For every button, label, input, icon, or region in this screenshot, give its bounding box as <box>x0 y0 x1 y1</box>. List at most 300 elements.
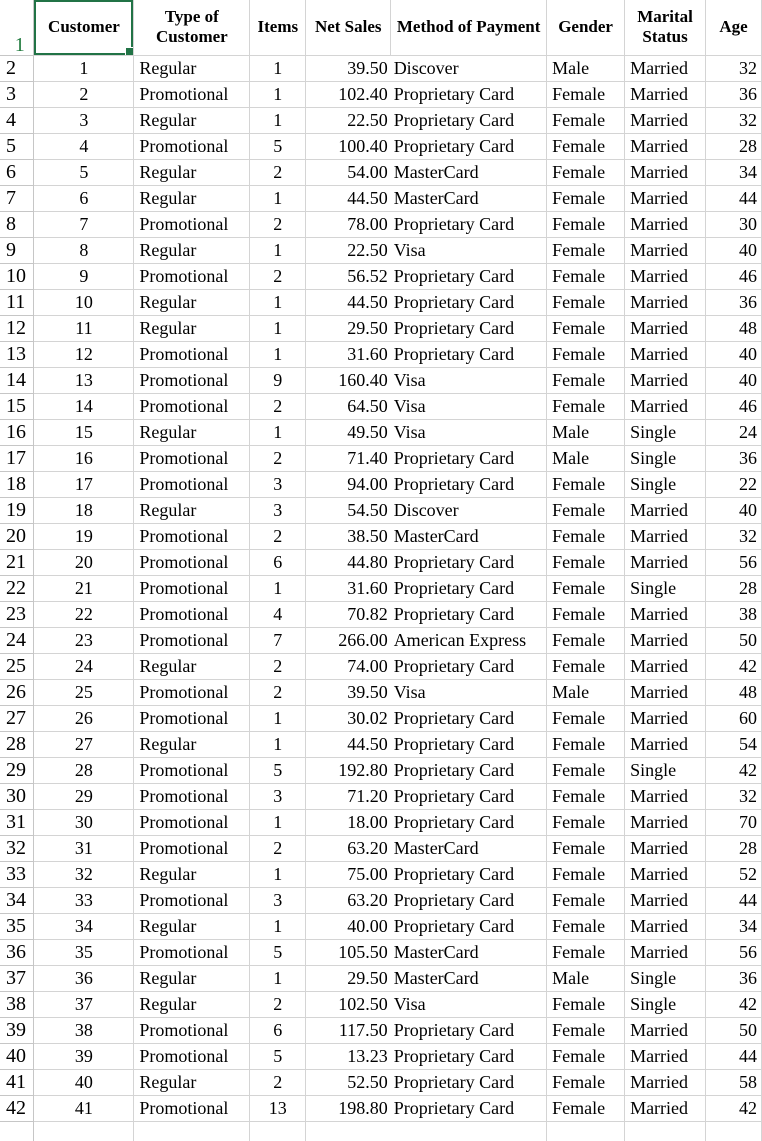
cell-age[interactable]: 70 <box>706 809 762 835</box>
cell-marital-status[interactable]: Married <box>625 913 706 939</box>
cell-type-of-customer[interactable]: Promotional <box>134 887 250 913</box>
cell-method-of-payment[interactable]: Visa <box>391 679 547 705</box>
cell-age[interactable]: 44 <box>706 1043 762 1069</box>
cell-type-of-customer[interactable]: Regular <box>134 185 250 211</box>
cell-marital-status[interactable]: Married <box>625 393 706 419</box>
cell-gender[interactable]: Female <box>547 731 625 757</box>
cell-type-of-customer[interactable]: Promotional <box>134 627 250 653</box>
cell-type-of-customer[interactable]: Regular <box>134 1069 250 1095</box>
cell-gender[interactable]: Female <box>547 1069 625 1095</box>
cell-customer[interactable]: 21 <box>34 575 134 601</box>
cell-customer[interactable]: 39 <box>34 1043 134 1069</box>
cell-items[interactable]: 3 <box>250 471 306 497</box>
cell-customer[interactable]: 7 <box>34 211 134 237</box>
cell-marital-status[interactable]: Married <box>625 263 706 289</box>
cell-type-of-customer[interactable]: Promotional <box>134 211 250 237</box>
cell-method-of-payment[interactable]: MasterCard <box>391 523 547 549</box>
cell-type-of-customer[interactable]: Promotional <box>134 1017 250 1043</box>
cell-type-of-customer[interactable]: Regular <box>134 315 250 341</box>
cell-marital-status[interactable]: Married <box>625 159 706 185</box>
cell-type-of-customer[interactable]: Regular <box>134 419 250 445</box>
row-number[interactable]: 20 <box>0 523 34 549</box>
cell-items-empty[interactable] <box>250 1121 306 1141</box>
cell-marital-status[interactable]: Married <box>625 237 706 263</box>
cell-customer[interactable]: 6 <box>34 185 134 211</box>
cell-method-of-payment[interactable]: MasterCard <box>391 159 547 185</box>
cell-gender[interactable]: Female <box>547 1017 625 1043</box>
cell-type-of-customer[interactable]: Promotional <box>134 601 250 627</box>
cell-net-sales[interactable]: 74.00 <box>306 653 391 679</box>
cell-net-sales[interactable]: 39.50 <box>306 679 391 705</box>
cell-items[interactable]: 2 <box>250 991 306 1017</box>
cell-gender[interactable]: Female <box>547 991 625 1017</box>
cell-age[interactable]: 34 <box>706 159 762 185</box>
cell-gender[interactable]: Female <box>547 185 625 211</box>
cell-gender[interactable]: Female <box>547 263 625 289</box>
cell-method-of-payment[interactable]: Visa <box>391 367 547 393</box>
cell-items[interactable]: 5 <box>250 757 306 783</box>
cell-type-of-customer[interactable]: Promotional <box>134 1043 250 1069</box>
cell-marital-status[interactable]: Married <box>625 1095 706 1121</box>
cell-type-of-customer[interactable]: Promotional <box>134 445 250 471</box>
cell-items[interactable]: 1 <box>250 289 306 315</box>
cell-age[interactable]: 40 <box>706 497 762 523</box>
cell-marital-status[interactable]: Single <box>625 991 706 1017</box>
cell-marital-status[interactable]: Married <box>625 211 706 237</box>
cell-gender[interactable]: Female <box>547 1043 625 1069</box>
cell-customer[interactable]: 10 <box>34 289 134 315</box>
cell-gender[interactable]: Female <box>547 783 625 809</box>
cell-customer[interactable]: 3 <box>34 107 134 133</box>
cell-items[interactable]: 2 <box>250 523 306 549</box>
cell-marital-status[interactable]: Married <box>625 887 706 913</box>
cell-age[interactable]: 48 <box>706 679 762 705</box>
cell-method-of-payment[interactable]: Proprietary Card <box>391 211 547 237</box>
cell-marital-status[interactable]: Married <box>625 939 706 965</box>
cell-type-of-customer[interactable]: Regular <box>134 289 250 315</box>
header-method-of-payment[interactable]: Method of Payment <box>391 0 547 55</box>
row-number[interactable]: 6 <box>0 159 34 185</box>
cell-age[interactable]: 50 <box>706 627 762 653</box>
cell-marital-status[interactable]: Married <box>625 653 706 679</box>
cell-customer[interactable]: 41 <box>34 1095 134 1121</box>
cell-items[interactable]: 2 <box>250 159 306 185</box>
cell-type-of-customer[interactable]: Regular <box>134 159 250 185</box>
cell-net-sales[interactable]: 22.50 <box>306 107 391 133</box>
cell-net-sales[interactable]: 102.40 <box>306 81 391 107</box>
cell-items[interactable]: 2 <box>250 653 306 679</box>
cell-items[interactable]: 1 <box>250 575 306 601</box>
cell-type-of-customer[interactable]: Promotional <box>134 367 250 393</box>
cell-net-sales[interactable]: 44.50 <box>306 731 391 757</box>
cell-age[interactable]: 28 <box>706 133 762 159</box>
cell-method-of-payment[interactable]: Proprietary Card <box>391 861 547 887</box>
cell-marital-status-empty[interactable] <box>625 1121 706 1141</box>
cell-type-of-customer[interactable]: Promotional <box>134 133 250 159</box>
row-number[interactable]: 8 <box>0 211 34 237</box>
cell-age[interactable]: 42 <box>706 1095 762 1121</box>
row-number[interactable]: 3 <box>0 81 34 107</box>
cell-items[interactable]: 1 <box>250 913 306 939</box>
cell-gender-empty[interactable] <box>547 1121 625 1141</box>
cell-method-of-payment[interactable]: Proprietary Card <box>391 133 547 159</box>
row-number[interactable]: 16 <box>0 419 34 445</box>
cell-method-of-payment[interactable]: Proprietary Card <box>391 341 547 367</box>
cell-gender[interactable]: Female <box>547 549 625 575</box>
row-number[interactable]: 42 <box>0 1095 34 1121</box>
cell-age[interactable]: 48 <box>706 315 762 341</box>
cell-age[interactable]: 46 <box>706 263 762 289</box>
cell-marital-status[interactable]: Married <box>625 315 706 341</box>
row-number[interactable]: 35 <box>0 913 34 939</box>
cell-marital-status[interactable]: Married <box>625 601 706 627</box>
cell-customer[interactable]: 34 <box>34 913 134 939</box>
row-number[interactable]: 15 <box>0 393 34 419</box>
cell-marital-status[interactable]: Married <box>625 289 706 315</box>
cell-marital-status[interactable]: Married <box>625 107 706 133</box>
cell-type-of-customer[interactable]: Promotional <box>134 835 250 861</box>
cell-marital-status[interactable]: Married <box>625 679 706 705</box>
row-number[interactable]: 9 <box>0 237 34 263</box>
row-number[interactable]: 23 <box>0 601 34 627</box>
cell-marital-status[interactable]: Single <box>625 445 706 471</box>
cell-method-of-payment[interactable]: Visa <box>391 991 547 1017</box>
cell-type-of-customer[interactable]: Promotional <box>134 575 250 601</box>
cell-net-sales[interactable]: 117.50 <box>306 1017 391 1043</box>
cell-marital-status[interactable]: Married <box>625 133 706 159</box>
row-number[interactable]: 33 <box>0 861 34 887</box>
cell-type-of-customer[interactable]: Regular <box>134 731 250 757</box>
cell-gender[interactable]: Female <box>547 835 625 861</box>
cell-gender[interactable]: Female <box>547 107 625 133</box>
cell-method-of-payment[interactable]: Proprietary Card <box>391 289 547 315</box>
cell-items[interactable]: 1 <box>250 705 306 731</box>
cell-method-of-payment[interactable]: Proprietary Card <box>391 315 547 341</box>
cell-age[interactable]: 30 <box>706 211 762 237</box>
cell-gender[interactable]: Male <box>547 679 625 705</box>
cell-net-sales[interactable]: 64.50 <box>306 393 391 419</box>
row-number[interactable]: 1 <box>0 0 34 55</box>
header-type-of-customer[interactable]: Type of Customer <box>134 0 250 55</box>
cell-age[interactable]: 34 <box>706 913 762 939</box>
cell-gender[interactable]: Female <box>547 315 625 341</box>
cell-gender[interactable]: Female <box>547 757 625 783</box>
cell-type-of-customer[interactable]: Promotional <box>134 471 250 497</box>
row-number[interactable]: 7 <box>0 185 34 211</box>
cell-marital-status[interactable]: Married <box>625 81 706 107</box>
cell-customer[interactable]: 1 <box>34 55 134 81</box>
cell-gender[interactable]: Female <box>547 523 625 549</box>
cell-marital-status[interactable]: Married <box>625 549 706 575</box>
cell-items[interactable]: 2 <box>250 393 306 419</box>
cell-marital-status[interactable]: Single <box>625 965 706 991</box>
cell-net-sales[interactable]: 31.60 <box>306 575 391 601</box>
cell-marital-status[interactable]: Married <box>625 731 706 757</box>
row-number[interactable]: 11 <box>0 289 34 315</box>
cell-method-of-payment[interactable]: Proprietary Card <box>391 913 547 939</box>
cell-items[interactable]: 1 <box>250 731 306 757</box>
cell-gender[interactable]: Female <box>547 341 625 367</box>
cell-net-sales[interactable]: 29.50 <box>306 965 391 991</box>
cell-net-sales[interactable]: 49.50 <box>306 419 391 445</box>
cell-method-of-payment[interactable]: Proprietary Card <box>391 731 547 757</box>
cell-type-of-customer[interactable]: Promotional <box>134 393 250 419</box>
cell-age[interactable]: 56 <box>706 939 762 965</box>
cell-gender[interactable]: Female <box>547 913 625 939</box>
cell-method-of-payment[interactable]: Proprietary Card <box>391 705 547 731</box>
cell-customer[interactable]: 38 <box>34 1017 134 1043</box>
row-number[interactable]: 18 <box>0 471 34 497</box>
cell-type-of-customer[interactable]: Promotional <box>134 679 250 705</box>
row-number[interactable]: 13 <box>0 341 34 367</box>
cell-customer[interactable]: 5 <box>34 159 134 185</box>
cell-customer[interactable]: 23 <box>34 627 134 653</box>
cell-method-of-payment[interactable]: Proprietary Card <box>391 471 547 497</box>
cell-gender[interactable]: Female <box>547 861 625 887</box>
cell-type-of-customer[interactable]: Regular <box>134 913 250 939</box>
cell-net-sales[interactable]: 198.80 <box>306 1095 391 1121</box>
cell-net-sales[interactable]: 102.50 <box>306 991 391 1017</box>
cell-gender[interactable]: Female <box>547 81 625 107</box>
cell-customer[interactable]: 36 <box>34 965 134 991</box>
cell-net-sales[interactable]: 63.20 <box>306 887 391 913</box>
cell-method-of-payment[interactable]: American Express <box>391 627 547 653</box>
cell-net-sales[interactable]: 40.00 <box>306 913 391 939</box>
cell-marital-status[interactable]: Married <box>625 1043 706 1069</box>
cell-customer[interactable]: 12 <box>34 341 134 367</box>
cell-method-of-payment[interactable]: Proprietary Card <box>391 1095 547 1121</box>
cell-age[interactable]: 32 <box>706 107 762 133</box>
row-number[interactable]: 5 <box>0 133 34 159</box>
cell-method-of-payment[interactable]: MasterCard <box>391 965 547 991</box>
cell-items[interactable]: 13 <box>250 1095 306 1121</box>
cell-type-of-customer[interactable]: Regular <box>134 861 250 887</box>
cell-type-of-customer[interactable]: Promotional <box>134 523 250 549</box>
cell-items[interactable]: 1 <box>250 55 306 81</box>
cell-type-of-customer[interactable]: Regular <box>134 107 250 133</box>
cell-method-of-payment[interactable]: Proprietary Card <box>391 1043 547 1069</box>
cell-items[interactable]: 1 <box>250 107 306 133</box>
cell-age[interactable]: 44 <box>706 887 762 913</box>
cell-age[interactable]: 42 <box>706 757 762 783</box>
row-number[interactable]: 10 <box>0 263 34 289</box>
cell-age[interactable]: 56 <box>706 549 762 575</box>
row-number[interactable]: 12 <box>0 315 34 341</box>
cell-age[interactable]: 40 <box>706 341 762 367</box>
cell-customer[interactable]: 28 <box>34 757 134 783</box>
cell-net-sales[interactable]: 54.50 <box>306 497 391 523</box>
cell-net-sales[interactable]: 70.82 <box>306 601 391 627</box>
cell-customer[interactable]: 33 <box>34 887 134 913</box>
cell-customer[interactable]: 17 <box>34 471 134 497</box>
cell-method-of-payment[interactable]: MasterCard <box>391 835 547 861</box>
row-number[interactable]: 14 <box>0 367 34 393</box>
cell-type-of-customer[interactable]: Promotional <box>134 705 250 731</box>
cell-type-of-customer[interactable]: Regular <box>134 55 250 81</box>
row-number[interactable]: 17 <box>0 445 34 471</box>
cell-net-sales[interactable]: 266.00 <box>306 627 391 653</box>
cell-age[interactable]: 52 <box>706 861 762 887</box>
cell-gender[interactable]: Female <box>547 159 625 185</box>
cell-gender[interactable]: Female <box>547 653 625 679</box>
cell-age[interactable]: 50 <box>706 1017 762 1043</box>
cell-age[interactable]: 32 <box>706 783 762 809</box>
cell-method-of-payment[interactable]: Proprietary Card <box>391 263 547 289</box>
cell-customer[interactable]: 18 <box>34 497 134 523</box>
cell-items[interactable]: 7 <box>250 627 306 653</box>
row-number[interactable]: 22 <box>0 575 34 601</box>
row-number[interactable]: 24 <box>0 627 34 653</box>
cell-marital-status[interactable]: Married <box>625 627 706 653</box>
cell-marital-status[interactable]: Married <box>625 497 706 523</box>
cell-method-of-payment[interactable]: Visa <box>391 393 547 419</box>
cell-customer[interactable]: 15 <box>34 419 134 445</box>
cell-items[interactable]: 5 <box>250 1043 306 1069</box>
row-number-empty[interactable] <box>0 1121 34 1141</box>
cell-net-sales-empty[interactable] <box>306 1121 391 1141</box>
cell-marital-status[interactable]: Married <box>625 55 706 81</box>
cell-gender[interactable]: Female <box>547 575 625 601</box>
cell-customer[interactable]: 30 <box>34 809 134 835</box>
cell-customer[interactable]: 20 <box>34 549 134 575</box>
cell-items[interactable]: 1 <box>250 237 306 263</box>
cell-age[interactable]: 36 <box>706 965 762 991</box>
cell-customer[interactable]: 31 <box>34 835 134 861</box>
cell-age[interactable]: 24 <box>706 419 762 445</box>
cell-marital-status[interactable]: Married <box>625 341 706 367</box>
cell-items[interactable]: 2 <box>250 1069 306 1095</box>
cell-gender[interactable]: Female <box>547 133 625 159</box>
cell-method-of-payment[interactable]: Proprietary Card <box>391 549 547 575</box>
cell-items[interactable]: 3 <box>250 497 306 523</box>
cell-net-sales[interactable]: 44.50 <box>306 289 391 315</box>
cell-gender[interactable]: Female <box>547 367 625 393</box>
cell-age[interactable]: 58 <box>706 1069 762 1095</box>
cell-net-sales[interactable]: 39.50 <box>306 55 391 81</box>
cell-type-of-customer[interactable]: Regular <box>134 497 250 523</box>
cell-items[interactable]: 5 <box>250 939 306 965</box>
cell-net-sales[interactable]: 160.40 <box>306 367 391 393</box>
cell-age[interactable]: 54 <box>706 731 762 757</box>
row-number[interactable]: 27 <box>0 705 34 731</box>
cell-age[interactable]: 60 <box>706 705 762 731</box>
cell-type-of-customer[interactable]: Promotional <box>134 341 250 367</box>
cell-net-sales[interactable]: 94.00 <box>306 471 391 497</box>
cell-type-of-customer[interactable]: Promotional <box>134 81 250 107</box>
cell-net-sales[interactable]: 71.40 <box>306 445 391 471</box>
cell-items[interactable]: 1 <box>250 81 306 107</box>
cell-customer[interactable]: 22 <box>34 601 134 627</box>
row-number[interactable]: 41 <box>0 1069 34 1095</box>
cell-net-sales[interactable]: 105.50 <box>306 939 391 965</box>
cell-items[interactable]: 2 <box>250 445 306 471</box>
cell-age[interactable]: 36 <box>706 289 762 315</box>
cell-net-sales[interactable]: 52.50 <box>306 1069 391 1095</box>
cell-age[interactable]: 22 <box>706 471 762 497</box>
cell-age[interactable]: 42 <box>706 991 762 1017</box>
cell-gender[interactable]: Female <box>547 471 625 497</box>
header-net-sales[interactable]: Net Sales <box>306 0 391 55</box>
cell-method-of-payment[interactable]: Discover <box>391 55 547 81</box>
cell-method-of-payment[interactable]: Discover <box>391 497 547 523</box>
cell-items[interactable]: 2 <box>250 679 306 705</box>
cell-net-sales[interactable]: 31.60 <box>306 341 391 367</box>
row-number[interactable]: 21 <box>0 549 34 575</box>
cell-gender[interactable]: Male <box>547 419 625 445</box>
cell-items[interactable]: 2 <box>250 211 306 237</box>
cell-type-of-customer[interactable]: Promotional <box>134 263 250 289</box>
cell-customer[interactable]: 9 <box>34 263 134 289</box>
cell-net-sales[interactable]: 22.50 <box>306 237 391 263</box>
cell-items[interactable]: 2 <box>250 835 306 861</box>
cell-type-of-customer[interactable]: Promotional <box>134 549 250 575</box>
cell-customer[interactable]: 26 <box>34 705 134 731</box>
cell-type-of-customer[interactable]: Promotional <box>134 809 250 835</box>
row-number[interactable]: 28 <box>0 731 34 757</box>
cell-customer[interactable]: 16 <box>34 445 134 471</box>
cell-customer[interactable]: 8 <box>34 237 134 263</box>
cell-age[interactable]: 36 <box>706 445 762 471</box>
cell-method-of-payment[interactable]: MasterCard <box>391 185 547 211</box>
header-items[interactable]: Items <box>250 0 306 55</box>
cell-customer[interactable]: 4 <box>34 133 134 159</box>
cell-gender[interactable]: Female <box>547 211 625 237</box>
cell-items[interactable]: 3 <box>250 887 306 913</box>
header-age[interactable]: Age <box>706 0 762 55</box>
cell-marital-status[interactable]: Married <box>625 523 706 549</box>
cell-net-sales[interactable]: 44.50 <box>306 185 391 211</box>
cell-customer[interactable]: 32 <box>34 861 134 887</box>
cell-type-of-customer[interactable]: Promotional <box>134 783 250 809</box>
cell-method-of-payment[interactable]: Visa <box>391 237 547 263</box>
cell-type-of-customer-empty[interactable] <box>134 1121 250 1141</box>
cell-gender[interactable]: Female <box>547 289 625 315</box>
cell-items[interactable]: 1 <box>250 419 306 445</box>
cell-gender[interactable]: Female <box>547 497 625 523</box>
cell-age[interactable]: 36 <box>706 81 762 107</box>
cell-customer-empty[interactable] <box>34 1121 134 1141</box>
cell-method-of-payment[interactable]: Proprietary Card <box>391 81 547 107</box>
row-number[interactable]: 2 <box>0 55 34 81</box>
cell-age[interactable]: 32 <box>706 523 762 549</box>
cell-customer[interactable]: 37 <box>34 991 134 1017</box>
cell-method-of-payment[interactable]: Proprietary Card <box>391 575 547 601</box>
cell-items[interactable]: 1 <box>250 861 306 887</box>
cell-customer[interactable]: 40 <box>34 1069 134 1095</box>
cell-net-sales[interactable]: 192.80 <box>306 757 391 783</box>
cell-items[interactable]: 1 <box>250 809 306 835</box>
cell-gender[interactable]: Female <box>547 705 625 731</box>
row-number[interactable]: 40 <box>0 1043 34 1069</box>
cell-customer[interactable]: 13 <box>34 367 134 393</box>
cell-method-of-payment[interactable]: Proprietary Card <box>391 783 547 809</box>
cell-customer[interactable]: 2 <box>34 81 134 107</box>
cell-net-sales[interactable]: 71.20 <box>306 783 391 809</box>
cell-method-of-payment[interactable]: Proprietary Card <box>391 809 547 835</box>
row-number[interactable]: 29 <box>0 757 34 783</box>
cell-type-of-customer[interactable]: Promotional <box>134 939 250 965</box>
header-customer[interactable]: Customer <box>34 0 134 55</box>
cell-items[interactable]: 1 <box>250 185 306 211</box>
cell-net-sales[interactable]: 44.80 <box>306 549 391 575</box>
cell-marital-status[interactable]: Married <box>625 1069 706 1095</box>
cell-age[interactable]: 28 <box>706 835 762 861</box>
header-gender[interactable]: Gender <box>547 0 625 55</box>
cell-items[interactable]: 6 <box>250 549 306 575</box>
cell-gender[interactable]: Female <box>547 237 625 263</box>
cell-net-sales[interactable]: 75.00 <box>306 861 391 887</box>
row-number[interactable]: 37 <box>0 965 34 991</box>
